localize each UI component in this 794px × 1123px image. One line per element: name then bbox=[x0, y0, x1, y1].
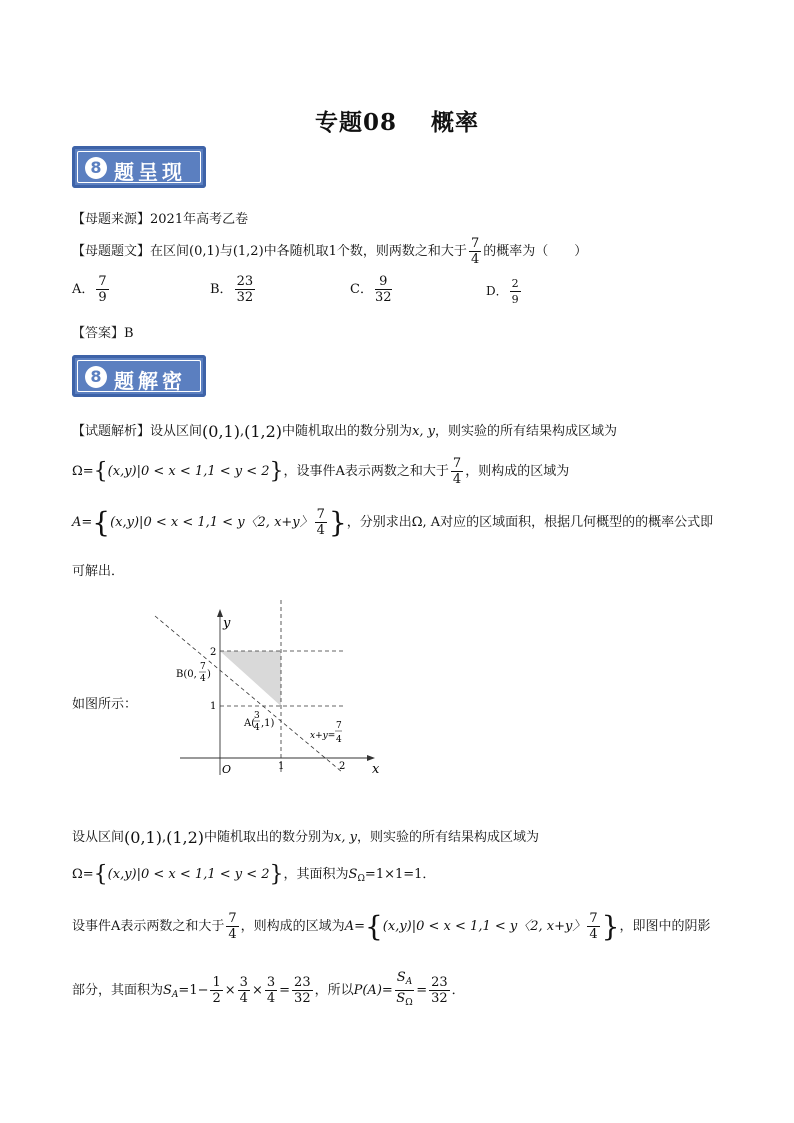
b-close: ) bbox=[207, 669, 211, 680]
option-a: A． $\frac{7}{9}$ bbox=[72, 274, 107, 305]
x-label: x bbox=[372, 762, 380, 777]
x-tick-2: 2 bbox=[339, 761, 346, 772]
question-fraction: $\frac{7}{4}$ bbox=[470, 236, 480, 267]
y-label: y bbox=[223, 616, 231, 631]
figure-caption: 如图所示： bbox=[72, 697, 138, 712]
section-banner-present bbox=[72, 146, 206, 188]
probability-figure bbox=[150, 600, 390, 780]
option-d: D． $\frac{2}{9}$ bbox=[486, 277, 519, 306]
source-line bbox=[72, 208, 248, 227]
a-close: ,1) bbox=[261, 718, 275, 729]
a-point-label: A( bbox=[244, 718, 256, 729]
banner-label: 题解密 bbox=[114, 369, 186, 393]
b-den: 4 bbox=[200, 674, 206, 684]
x-tick-1: 1 bbox=[278, 761, 285, 772]
page-title bbox=[0, 104, 794, 137]
title-topic: 概率 bbox=[431, 109, 479, 136]
eight-icon: 8 bbox=[85, 157, 107, 179]
eight-icon: 8 bbox=[85, 366, 107, 388]
solution-line-3: 设事件A表示两数之和大于 $\frac{7}{4}$ ，则构成的区域为A={(x,y)|0 < x < 1,1 < y〈2, x+y〉 $\frac{7}{4}$ }，即图中的阴影 bbox=[72, 910, 711, 943]
y-tick-1: 1 bbox=[210, 701, 217, 712]
analysis-line-4: 可解出． bbox=[72, 564, 125, 579]
a-den: 4 bbox=[254, 723, 260, 733]
line-x-plus-y bbox=[155, 616, 342, 772]
answer-value: B bbox=[124, 326, 134, 341]
b-point-label: B(0, bbox=[176, 669, 197, 680]
y-tick-2: 2 bbox=[210, 647, 217, 658]
line-den: 4 bbox=[336, 735, 342, 745]
question-label: 【母题题文】 bbox=[72, 244, 151, 259]
section-banner-solve bbox=[72, 355, 206, 397]
origin-label: O bbox=[222, 763, 232, 776]
source-text: 2021年高考乙卷 bbox=[150, 212, 249, 227]
question-line: 【母题题文】在区间(0,1)与(1,2)中各随机取1个数，则两数之和大于 $\frac{7}{4}$ 的概率为（ ） bbox=[72, 236, 588, 267]
analysis-label: 【试题解析】 bbox=[72, 424, 151, 439]
banner-label: 题呈现 bbox=[114, 160, 186, 184]
analysis-line-1: 【试题解析】设从区间(0,1),(1,2)中随机取出的数分别为x, y，则实验的所有结果构成区域为 bbox=[72, 422, 618, 441]
option-c: C． $\frac{9}{32}$ bbox=[350, 274, 392, 305]
option-b: B． $\frac{23}{32}$ bbox=[210, 274, 254, 305]
x-axis-arrow bbox=[367, 755, 375, 761]
title-main: 专题08 bbox=[314, 109, 397, 136]
a-num: 3 bbox=[254, 711, 260, 721]
solution-line-2: Ω={(x,y)|0 < x < 1,1 < y < 2}，其面积为$S_\Omega=1\times 1=1$． bbox=[72, 862, 436, 887]
b-num: 7 bbox=[200, 662, 206, 672]
line-label: x+y= bbox=[310, 731, 336, 741]
analysis-line-3: A={(x,y)|0 < x < 1,1 < y〈2, x+y〉 $\frac{7}{4}$ }，分别求出Ω, A对应的区域面积，根据几何概型的的概率公式即 bbox=[72, 506, 714, 539]
answer-line bbox=[72, 322, 134, 341]
source-label: 【母题来源】 bbox=[72, 212, 151, 227]
solution-line-1: 设从区间(0,1),(1,2)中随机取出的数分别为x, y，则实验的所有结果构成区域为 bbox=[72, 828, 540, 847]
answer-label: 【答案】 bbox=[72, 326, 125, 341]
solution-line-4: 部分，其面积为$S_A=1-$ $\frac{1}{2}$ × $\frac{3}{4}$ × $\frac{3}{4}$ = $\frac{23}{32}$ ，所以P(A)= $\frac{S_A}{S_\Omega}$ = $\frac{23}{32}$ ． bbox=[72, 970, 465, 1008]
line-num: 7 bbox=[336, 721, 342, 731]
analysis-line-2: Ω={(x,y)|0 < x < 1,1 < y < 2}，设事件A表示两数之和大于 $\frac{7}{4}$ ，则构成的区域为 bbox=[72, 456, 570, 487]
